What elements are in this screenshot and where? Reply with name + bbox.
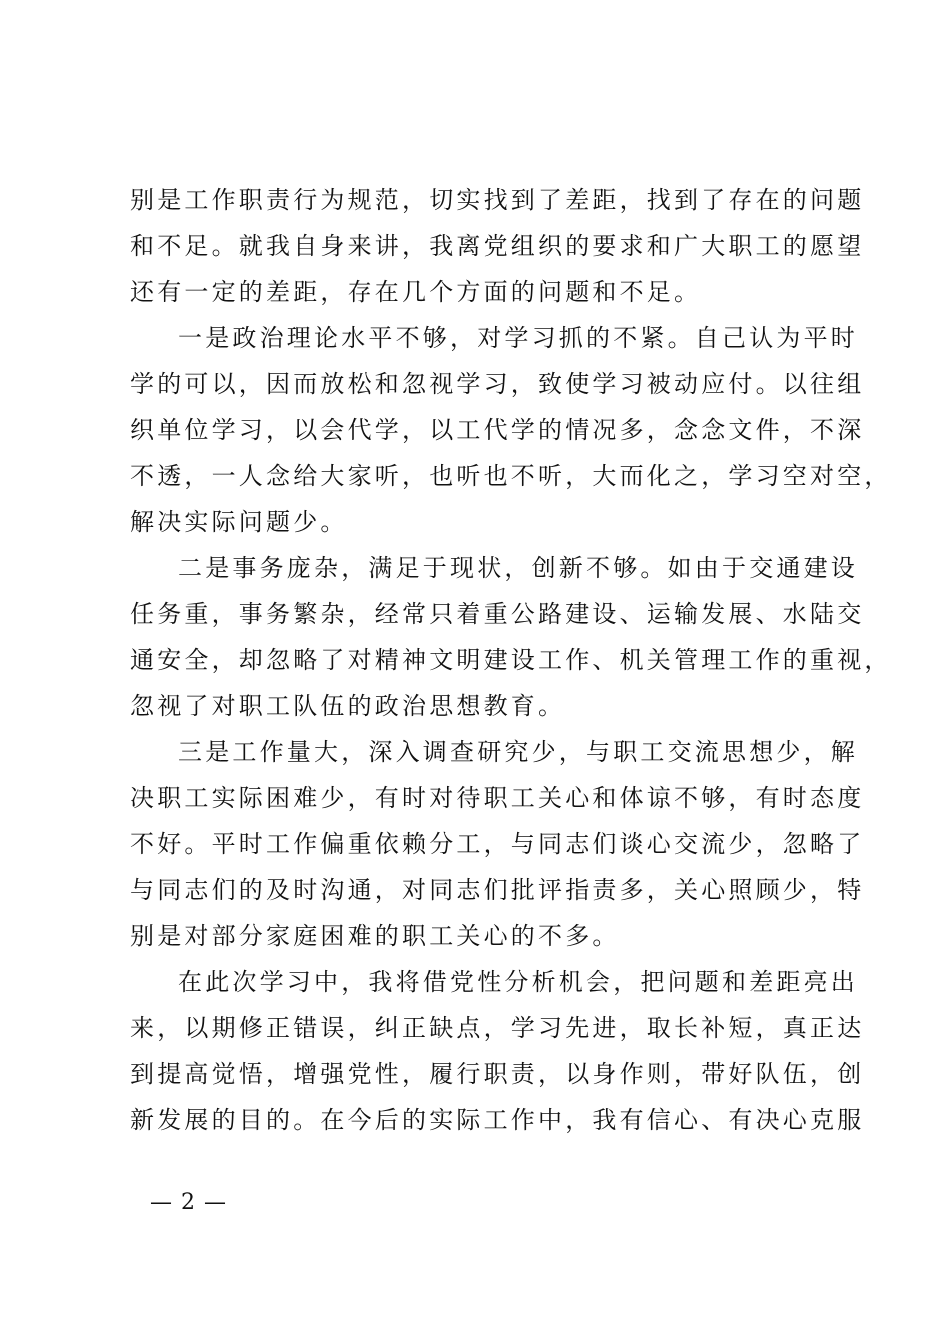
body-text-line-4: 一是政治理论水平不够，对学习抓的不紧。自己认为平时 [178, 324, 858, 352]
body-text-line-17: 别是对部分家庭困难的职工关心的不多。 [130, 922, 620, 950]
body-text-line-3: 还有一定的差距，存在几个方面的问题和不足。 [130, 278, 702, 306]
body-text-line-18: 在此次学习中，我将借党性分析机会，把问题和差距亮出 [178, 968, 858, 996]
body-text-line-14: 决职工实际困难少，有时对待职工关心和体谅不够，有时态度 [130, 784, 865, 812]
body-text-line-1: 别是工作职责行为规范，切实找到了差距，找到了存在的问题 [130, 186, 865, 214]
body-text-line-16: 与同志们的及时沟通，对同志们批评指责多，关心照顾少，特 [130, 876, 865, 904]
body-text-line-20: 到提高觉悟，增强党性，履行职责，以身作则，带好队伍，创 [130, 1060, 865, 1088]
page-number: — 2 — [150, 1190, 227, 1215]
body-text-line-6: 织单位学习，以会代学，以工代学的情况多，念念文件，不深 [130, 416, 865, 444]
body-text-line-15: 不好。平时工作偏重依赖分工，与同志们谈心交流少，忽略了 [130, 830, 865, 858]
body-text-line-7: 不透，一人念给大家听，也听也不听，大而化之，学习空对空， [130, 462, 892, 490]
body-text-line-19: 来，以期修正错误，纠正缺点，学习先进，取长补短，真正达 [130, 1014, 865, 1042]
body-text-line-13: 三是工作量大，深入调查研究少，与职工交流思想少，解 [178, 738, 858, 766]
body-text-line-12: 忽视了对职工队伍的政治思想教育。 [130, 692, 566, 720]
body-text-line-5: 学的可以，因而放松和忽视学习，致使学习被动应付。以往组 [130, 370, 865, 398]
body-text-line-11: 通安全，却忽略了对精神文明建设工作、机关管理工作的重视， [130, 646, 892, 674]
body-text-line-10: 任务重，事务繁杂，经常只着重公路建设、运输发展、水陆交 [130, 600, 865, 628]
body-text-line-8: 解决实际问题少。 [130, 508, 348, 536]
body-text-line-21: 新发展的目的。在今后的实际工作中，我有信心、有决心克服 [130, 1106, 865, 1134]
body-text-line-2: 和不足。就我自身来讲，我离党组织的要求和广大职工的愿望 [130, 232, 865, 260]
body-text-line-9: 二是事务庞杂，满足于现状，创新不够。如由于交通建设 [178, 554, 858, 582]
